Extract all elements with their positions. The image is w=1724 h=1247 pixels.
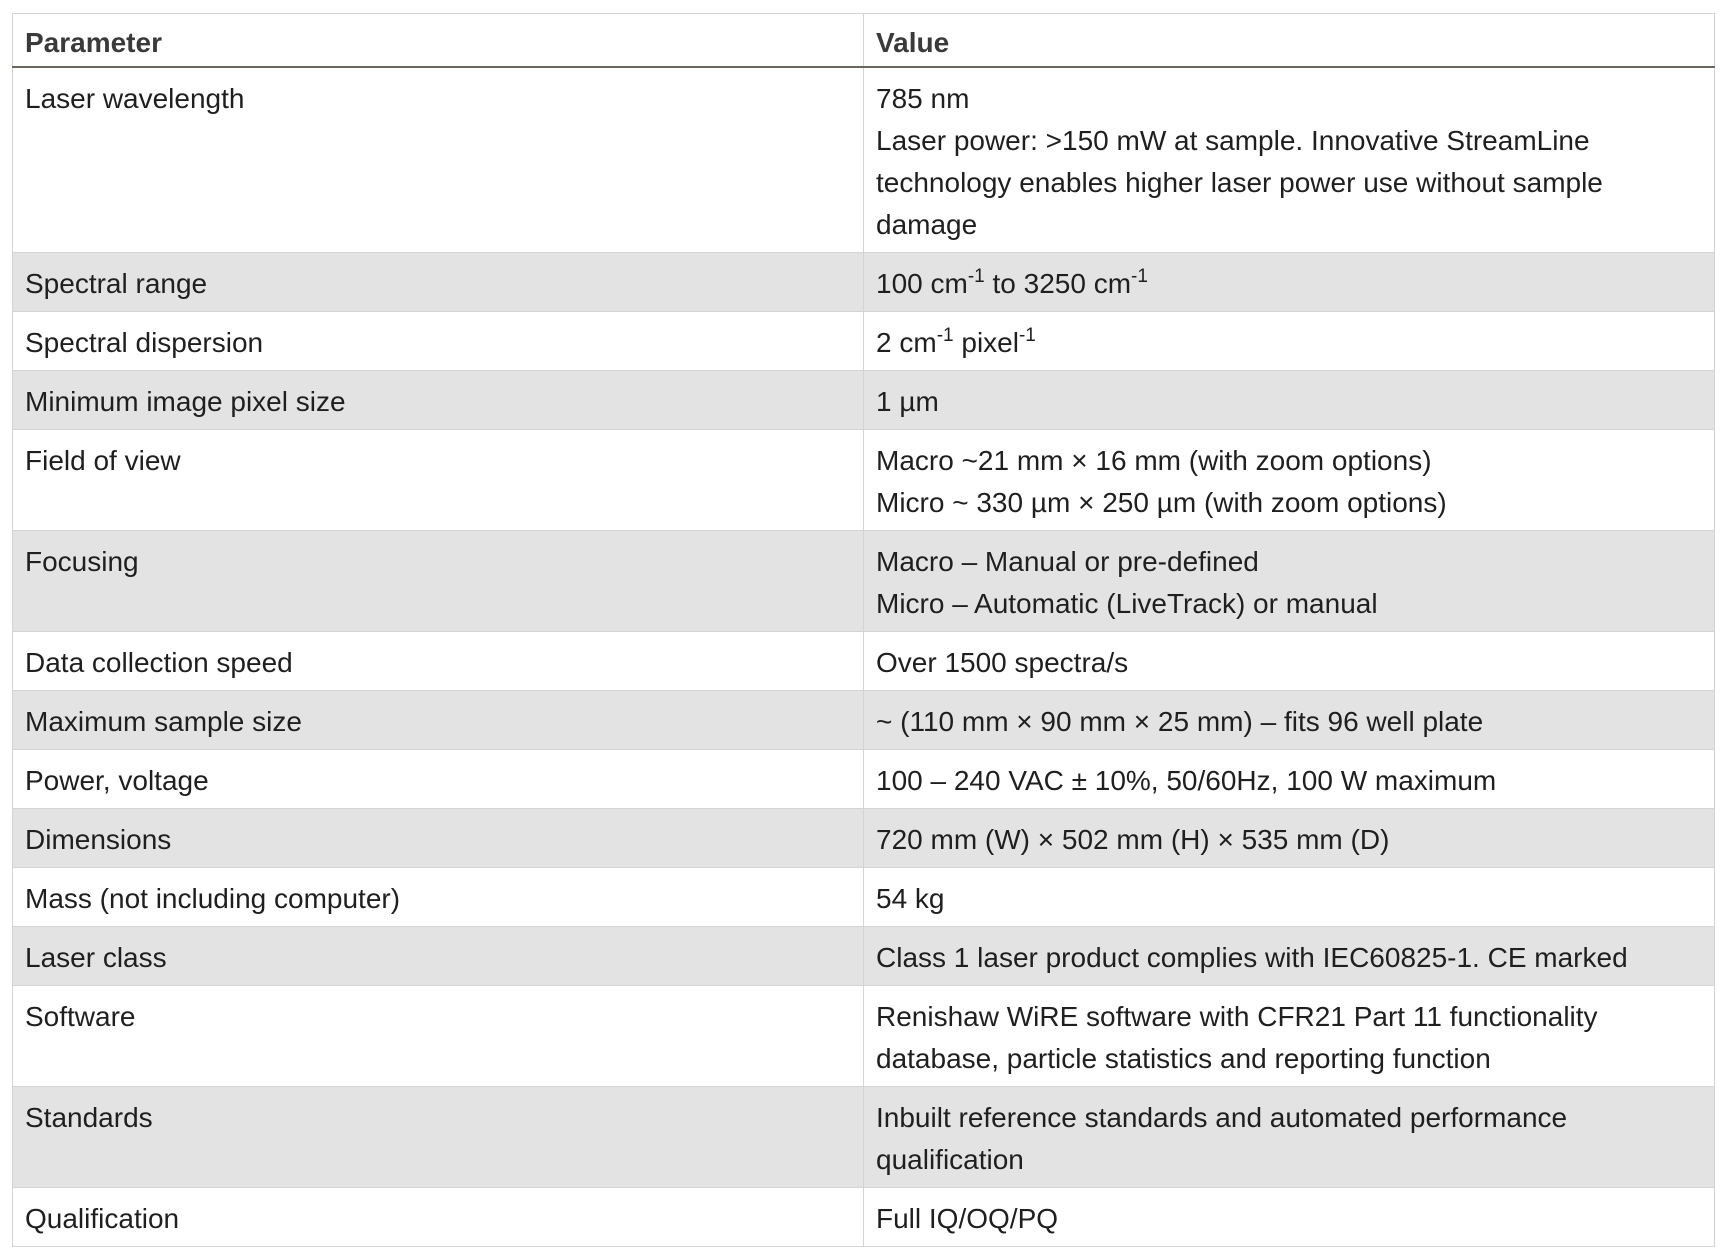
- row-parameter: Minimum image pixel size: [13, 371, 864, 430]
- table-row: [13, 371, 1715, 430]
- row-value: ~ (110 mm × 90 mm × 25 mm) – fits 96 well plate: [864, 691, 1715, 750]
- table-row: [13, 927, 1715, 986]
- value-text: to 3250 cm: [984, 268, 1132, 299]
- table-row: [13, 868, 1715, 927]
- value-text: 2 cm: [876, 327, 937, 358]
- row-parameter: Power, voltage: [13, 750, 864, 809]
- value-line: Macro – Manual or pre-defined: [876, 546, 1259, 577]
- superscript: -1: [967, 265, 985, 287]
- row-parameter: Data collection speed: [13, 632, 864, 691]
- table-row: [13, 632, 1715, 691]
- row-parameter: Laser wavelength: [13, 67, 864, 253]
- row-value: 54 kg: [864, 868, 1715, 927]
- row-value: [864, 531, 1715, 632]
- superscript: -1: [936, 324, 954, 346]
- table-row: [13, 750, 1715, 809]
- row-value: 720 mm (W) × 502 mm (H) × 535 mm (D): [864, 809, 1715, 868]
- row-parameter: Mass (not including computer): [13, 868, 864, 927]
- table-row: [13, 67, 1715, 253]
- value-line: Micro ~ 330 µm × 250 µm (with zoom options): [876, 487, 1447, 518]
- header-parameter: Parameter: [13, 14, 864, 68]
- row-value: [864, 253, 1715, 312]
- row-value: [864, 67, 1715, 253]
- table-row: [13, 312, 1715, 371]
- superscript: -1: [1018, 324, 1036, 346]
- table-row: [13, 691, 1715, 750]
- value-line: Macro ~21 mm × 16 mm (with zoom options): [876, 445, 1432, 476]
- header-value: Value: [864, 14, 1715, 68]
- row-parameter: Focusing: [13, 531, 864, 632]
- value-text: 100 cm: [876, 268, 968, 299]
- table-row: [13, 986, 1715, 1087]
- value-line: Micro – Automatic (LiveTrack) or manual: [876, 588, 1378, 619]
- table-row: [13, 531, 1715, 632]
- row-parameter: Field of view: [13, 430, 864, 531]
- table-row: [13, 1188, 1715, 1247]
- row-parameter: Maximum sample size: [13, 691, 864, 750]
- row-parameter: Laser class: [13, 927, 864, 986]
- row-value: [864, 312, 1715, 371]
- value-text: pixel: [953, 327, 1019, 358]
- value-line: 785 nm: [876, 83, 970, 114]
- row-value: [864, 430, 1715, 531]
- row-value: Full IQ/OQ/PQ: [864, 1188, 1715, 1247]
- row-parameter: Spectral dispersion: [13, 312, 864, 371]
- row-parameter: Dimensions: [13, 809, 864, 868]
- row-value: Class 1 laser product complies with IEC60825-1. CE marked: [864, 927, 1715, 986]
- row-value: Inbuilt reference standards and automated performance qualification: [864, 1087, 1715, 1188]
- row-value: 100 – 240 VAC ± 10%, 50/60Hz, 100 W maximum: [864, 750, 1715, 809]
- table-row: [13, 253, 1715, 312]
- superscript: -1: [1131, 265, 1148, 287]
- row-value: 1 µm: [864, 371, 1715, 430]
- table-row: [13, 1087, 1715, 1188]
- row-parameter: Software: [13, 986, 864, 1087]
- table-row: [13, 809, 1715, 868]
- row-value: Renishaw WiRE software with CFR21 Part 11 functionality database, particle statistics and reporting function: [864, 986, 1715, 1087]
- value-line: Laser power: >150 mW at sample. Innovative StreamLine technology enables higher laser power use without sample damage: [876, 125, 1603, 240]
- table-row: [13, 430, 1715, 531]
- table-header-row: [13, 14, 1715, 68]
- spec-table-container: [12, 13, 1714, 1247]
- row-value: Over 1500 spectra/s: [864, 632, 1715, 691]
- row-parameter: Standards: [13, 1087, 864, 1188]
- specifications-table: [12, 13, 1715, 1247]
- row-parameter: Spectral range: [13, 253, 864, 312]
- row-parameter: Qualification: [13, 1188, 864, 1247]
